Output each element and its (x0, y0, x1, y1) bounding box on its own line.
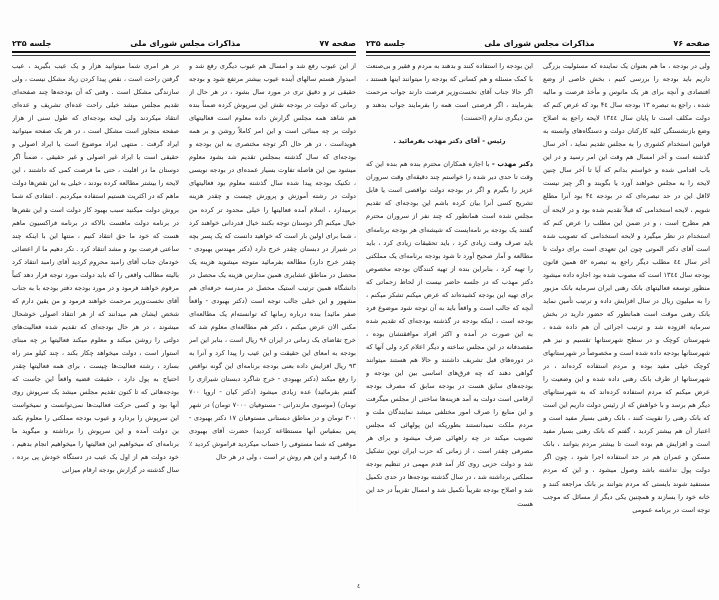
left-page-title: مذاکرات مجلس شورای ملی (130, 39, 241, 48)
page-gutter (357, 40, 358, 560)
left-page-columns (12, 60, 356, 550)
chair-announcement: رئیس - آقای دکتر مهذب بفرمائید . (393, 137, 506, 146)
footer-mark: ٤ (357, 583, 361, 590)
paragraph: این بودجه را استفاده کنند و بدهند به مردم و فقیر و بی‌صنعت با کمک مسئله و هم کسانی که بودجه را میتوانند اینها هستند ، اگر حالا جناب آقای نخست‌وزیر فرصت دارند جواب مرحمت بفرمایند ، اگر فرصتی است همه را بفرمایند جواب بدهند و من دیگری ندارم (احسنت) (366, 62, 533, 123)
left-page-column-left (12, 60, 179, 550)
header-rule-thin (366, 55, 710, 56)
speaker-name: دکتر مهذب - (491, 160, 533, 169)
speech-text: با اجازه همکاران محترم بنده هم بنده این که وقت تا حدی دیر شده را خواستم چند دقیقه‌ای وقت سروران عزیز را بگیرم و اگر در بودجه دولت نواقصی است یا قابل تشریح کسی آنرا بیان کرده باشم این بودجه‌ای که تقدیم مجلس شده است همانطور که چند نفر از سروران محترم گفتند یک بودجه بر نامه‌ایست که شیشه‌ای هر بودجه برنامه‌ای باید صرف وقت زیادی کرد ، باید تحقیقات زیادی کرد ، باید مطالعه و آمار صحیح آورد تا شود بودجه برنامه‌ای یک مملکتی را تهیه کرد ، بنابراین بنده از تهیه کنندگان بودجه مخصوص دکتر مهذب که در جلسه حاضر نیست از لحاظ زحماتی که برای تهیه این بودجه کشیده‌اند که عرض میکنم تشکر میکنم ، آنچه که جالب است و واقعاً باید به آن توجه شود موضوع فرد بودجه است ، اینکه بودجه در گذشته بودجه‌ای که تقدیم شده به این صورت در آمده و اکثر افراد موافقتشان بوده ، مقصدفانه در این مجلس ساخته و دیگر اعلام کرد ولی آنها که در دوره‌های قبل تشریف داشتند و حالا هم هستند میتوانند گواهی دهند که چه فرق‌های اساسی بین این بودجه و بودجه‌های سابق هست در بودجه سابق که مصرف بودجه ارقامی است دولت به آمد هزینه‌ها ساختی از مجلس میگرفت و این منابع را صرف امور مختلفی میشد نمایندگان ملت و مردم ملکت نمیدانستند بطوریکه این پولهائی که مجلس تصویب میکند در چه راههائی صرف میشود و برای هر مصرفی چقدر است ، از زمانی که حزب ایران نوین تشکیل شد و دولت حزبی روی کار آمد قدم مهمی در تنظیم بودجه مملکتی برداشته شد ، در سال گذشته بودجه‌ها در حدی تکمیل شد و اصلاح بودجه تقریباً تکمیل شد و امسال تقریباً در حد این هست (366, 160, 533, 508)
left-page-header (12, 34, 356, 48)
left-session-label: جلسه ۲۳۵ (12, 39, 52, 48)
right-page-header (366, 34, 710, 48)
paragraph: از این عیوب رفع شد و امسال هم عیوب دیگری رفع شد و امیدوار هستم سالهای آینده عیوب بیشتر مرتفع شود و بودجه حقیقی تر و دقیق تری در مورد سال بشود ، در هر حال از زمانی که دولت در بودجه نقش این سرپوش کرده ضمناً بنده هم شاهد همه مجلس گزارش داده معلوم است فعالیتهای دولت بر چه مبنائی است و این امر کاملاً روشن و بر همه هویداست ، در هر حال اگر توجه مختصری به این بودجه و بودجه‌ای که سال گذشته بمجلس تقدیم شد بشود معلوم میشود بین این فاصله تفاوت بسیار عمده‌ای در بودجه نویسی ، تکنیک بودجه پیدا شده سال گذشته معلوم بود فعالیتهای دولت در رشته آموزش و پرورش چیست و چقدر هزینه برمیدارد ، اسلام آمده فعالیتها را خیلی محدود تر کرده من خیال میکنم اگر دوستان توجه بکنند خیال قدردانی خواهند کرد ، شما برای اولین بار است که خواهید دانست که یک پسر بچه در شیراز در دبستان چقدر خرج دارد (دکتر مهندس بهبودی - چقدر خرج دارد) مطالعه بفرمائید متوجه میشوید هزینه یک محصل در مناطق عشایری همین مدارس هزینه یک محصل در دانشگاه همین ترتیب استیک محصل در مدرسه حرفه‌ای هم مشهور و این خیلی جالب توجه است (دکتر بهبودی - واقعاً صفر مائید) بنده درباره زمانها که توانسته‌ام یک مطالعه‌ای مکنی الان عرض میکنم ، دکتر هم مطالعه‌ای معلوم شد که خرج تقاضای یک زمانی در ایران ۹۶ ریال است ، بنابر این امر بودجه به امعای این حقیقت و این عیب را پیدا کرد و آنرا به ۹۳ ریال افزایش داده بعنی بودجه برنامه‌ای این گونه نواقص را رفع میکند (دکتر بهبودی - خرج شاگرد دبستان شیرازی را گفتم بفرمائید) عده زیادی میشود (دکتر کیان - اروپا ۷۰۰ تومان) (موسوی مازندرانی - مستوفیان ۷۰۰۰ تومان) در شهر ۳۰۰ تومان و در مناطق دبستانی مستوفیان ۱۷ دکتر بهبودی - پس بمقیاس آنها مستطاعه کردید) حضرت آقای بهبودی موقعی که شما مستوفی را حساب میکردید فراموش کردید ٪ ۱۵ گرفتید و این هم روش تر است ، ولی در هر حال (189, 62, 356, 462)
header-rule (366, 51, 710, 53)
right-page-column-right (543, 60, 710, 550)
paragraph: در هر امری شما میتوانید هزار و یک عیب بگیرید ، عیب گرفتن راحت است ، نقص پیدا کردن زیاد مشکل نیست ، ولی سازندگی مشکل است . وقتی که آن بودجه‌ها چند صفحه‌ای تقدیم مجلس میشد خیلی راحت عده‌ای تشریف و عده‌ای انتقاد میکردند ولی لیحه بودجه‌ای که طول سنی از هزار صفحه متجاوز است مشکل است ، در هر یک صفحه میتوانید ایراد گرفت . منتهی ایراد موضوع است یا ایراد اصولی و حقیقی است یا ایراد غیر اصولی و غیر حقیقی ، ضمناً اگر دوستان ما در اقلیت ، حتی ما فرصت کمی که داشتند ، این لایحه را بیشتر مطالعه کرده بودند ، خیلی به این نقص‌ها دولت ماهم که در اکثریت هستیم استفاده میکردیم . انتقادی که شما بروش دولت میکنید سبب بهبود کار دولت است و این نقص‌ها در برنامه دولت ماهست بالاکه در برنامه فراکسیون ماهم هست که خود ما حق انتقاد کنیم ، منتها این با اینکه چند ساعتی فرصت بود و مشد انتقاد کرد . تکر دهیم ما از اعضائی خودمان جناب آقای رامبد محروم کردید آقای رامبد انتقاد کرد بالیته مطالب واقعی را که باید دولت مورد توجه قرار دهد کتباً مرقوم خواهند فرمود و در مورد بودجه دفتر بودجه با به جناب آقای نخست‌وزیر مرحمت خواهند فرمود و من یقین دارم که شخص ایشان هم میدانند که از هر انتقاد اصولی خوشحال میشوند ، در هر حال بودجه‌ای که تقدیم شده فعالیت‌های دولتی را روشن میکند و معلوم میکند فعالیتها بر چه مبنای استوار است ، دولت میخواهد چکار بکند ، چند کیلو متر راه بسازد ، رشته فعالیت‌ها چیست ، برای همه فعالیتها چقدر احتیاج به پول دارد ، حقیقت قضیه واقعاً این جاست که بودجه‌هائی که تا کنون تقدیم مجلس میشد یک سرپوش روی آنها بود و کسی حرکت فعالیت‌ها نمی‌توانست و نمیخواست این سرپوش را بردارد و عیوب بودجه مملکتی را معلوم بکند بن دولت آمده و این سرپوش را برداشته و میگوید ما برنامه‌ای که میخواهیم این فعالیتها را میخواهیم انجام بدهیم ، خود دولت هم از اول یک عیب در دستگاه خودش پی برده ، سال گذشته در گزارش بودجه ارقام میزانی (12, 62, 179, 475)
right-page (362, 0, 714, 600)
left-page-number: صفحه ۷۷ (319, 39, 356, 48)
left-page (8, 0, 360, 600)
header-rule-thin (12, 55, 356, 56)
right-page-title: مذاکرات مجلس شورای ملی (484, 39, 595, 48)
right-page-number: صفحه ۷۶ (673, 39, 710, 48)
right-page-column-left (366, 60, 533, 550)
speech-paragraph (366, 158, 533, 510)
right-page-columns (366, 60, 710, 550)
right-session-label: جلسه ۲۳۵ (366, 39, 406, 48)
left-page-column-right (189, 60, 356, 550)
header-rule (12, 51, 356, 53)
paragraph: ولی در بودجه ، ما هم بعنوان یک نماینده که مسئولیت بزرگی داریم باید بودجه را بررسی کنیم ، بخش خاصی از وضع افتصادی و آنچه برای هر یک مانوس و مأخذ فرصت و مالیه شده ، راجع به تبصره ۱۳ بودجه سال ۴٤ بود که عرض کنم که دولت مکلف است تا پایان سال ۱۳٤٤ لایحه راجع به اصلاح وضع بازنشستگی کلیه کارکنان دولت و دستگاه‌های وابسته به قوانین استخدام کشوری را به مجلس تقدیم نماید ، آخر سال گذشته است و آخر امسال هم وقت این امر رسید و در این باب اقدامی شده و خواستم بدانم که آیا تا آخر سال چنین لایحه را به مجلس خواهند آورد یا بگویند و اگر چیز نیست لااقل این در حد تبصره‌ای که در بودجه ۴٤ بود آنرا مطلع شویم ، لایحه استخدامی که قبلاً تقدیم شده بود و در لایحه آن هم مطرح است ، و در ضمن این مطلب را عرض کنم که استخدام در نظر میگیرد و لایحه استخدامی که تصویب شده است آقای دکتر الموتی چون این تعهدی است برای دولت تا آخر سال ٤٤ مطلب دیگر راجع به تبصره ۵۲ همین قانون بودجه سال ۱۳٤٤ است که مصوب شده بود اجازه داده میشود منظور توسعه فعالیتهای بانک رهنی ایران سرمایه بانک مزبور را به میلیون ریال در سال افزایش داده و ترتیب تأمین نماید بانک رهنی موقت است همانطور که حضور دارید در بخش سرمایه افزوده شد و ترتیب اجرائی آن هم داده شده ، شهرستان کوچک و در سطح شهرستانها تقسیم و نیز هم شهرستانها بودجه داده شده است و مخصوصاً در شهرستانهای کوچک خیلی مفید بوده و مردم استفاده کرده‌اند ، در شهرستانها از طرف بانک رهنی داده شده و این وضعیت را عرض میکنم که مردم استفاده کرده‌اند که به شهرستانهای دیگر هم برسد و با خواهش که از رئیس دولت داریم این است که بانک رهنی را تقویت کنند ، بانک رهنی بسیار مفید است و اعتبار آن هم بیشتر کردید ، گفتم که بانک رهنی بسیار مفید است و افزایش هم بوده است تا بیشتر مردم بتوانند ، بانک مسکن و عمران هم در حد استفاده اجرا شود ، چون اگر دولت پول نداشته باشد وصول میشود ، و این که مردم مستفید شوند بایستی که مردم بتوانند بر بانک مراجعه کنند و خانه خود را بسازند و همچنین یکی دیگر از مسائل که موجب توجه است در برنامه عمومی (543, 62, 710, 514)
